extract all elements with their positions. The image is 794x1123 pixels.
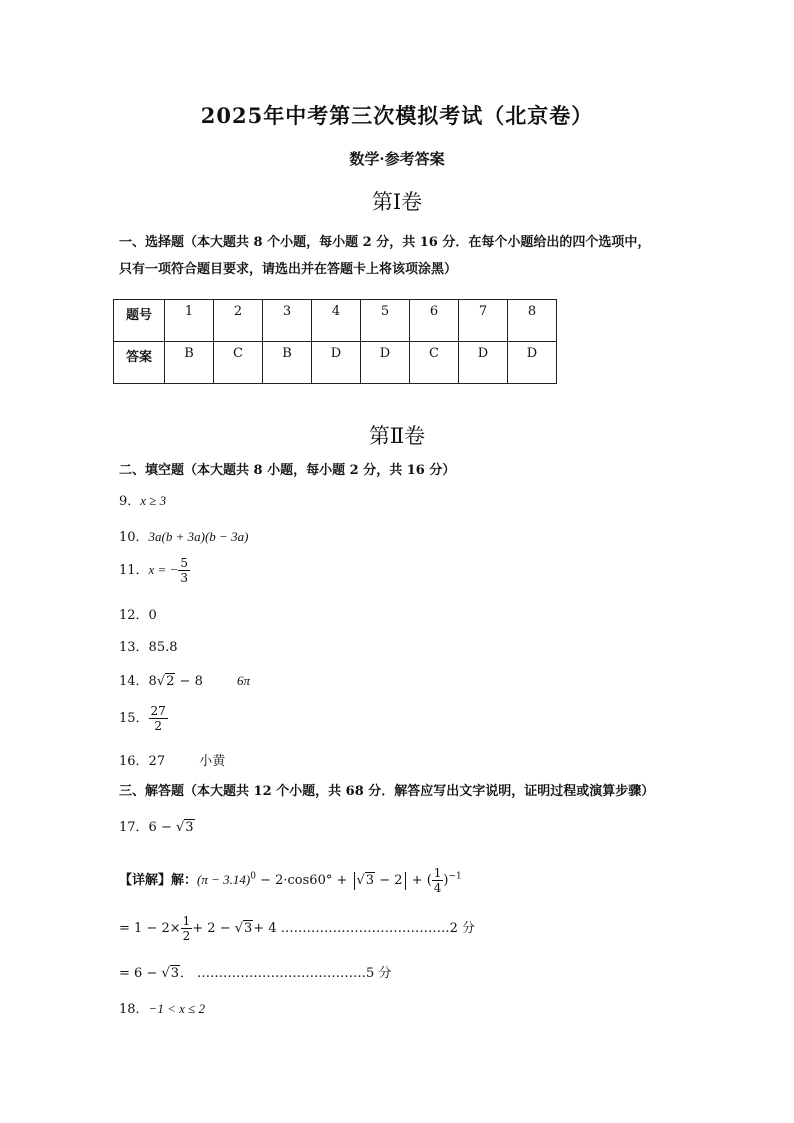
table-cell: D [312, 342, 361, 384]
answer-number: 17． [119, 820, 149, 835]
fill-section-heading: 二、填空题（本大题共 8 小题，每小题 2 分，共 16 分） [119, 463, 456, 478]
answer-17: 17．6 − √3 [119, 820, 194, 835]
score-dots: …………………………………2 分 [280, 921, 475, 936]
fraction: $\frac{5}{3}$ [180, 556, 189, 585]
answer-expression: 0 [148, 608, 157, 623]
answer-number: 18． [119, 1002, 149, 1017]
answer-13 [119, 636, 178, 655]
volume-2-title: 第Ⅱ卷 [368, 424, 426, 448]
table-cell: B [165, 342, 214, 384]
answer-expression: −1 < x ≤ 2 [148, 1001, 205, 1016]
answer-18 [119, 998, 205, 1017]
solve-section-heading: 三、解答题（本大题共 12 个小题，共 68 分．解答应写出文字说明，证明过程或演算步骤） [119, 784, 655, 799]
table-cell: C [410, 342, 459, 384]
answer-expression: x ≥ 3 [140, 493, 167, 508]
table-cell: D [361, 342, 410, 384]
fraction: $\frac{27}{2}$ [150, 704, 166, 733]
answer-9 [119, 490, 166, 509]
abs-bar-left [354, 872, 355, 890]
answer-10 [119, 526, 248, 545]
answer-expression: 3a(b + 3a)(b − 3a) [148, 529, 249, 544]
exam-subtitle: 数学·参考答案 [349, 150, 445, 168]
radicand: 2 [166, 674, 175, 689]
answer-expression-second: 小黄 [199, 754, 226, 769]
table-cell: D [459, 342, 508, 384]
answer-expression-second: 6π [236, 673, 250, 688]
row-label-answer: 答案 [114, 342, 165, 384]
table-cell: 7 [459, 300, 508, 342]
answer-number: 13． [119, 640, 149, 655]
answer-11 [119, 556, 190, 585]
answer-16 [119, 750, 225, 769]
solution-detail-line: 【详解】解：$(\pi - 3.14)^0 - 2\cdot\cos 60^\circ + √3 - 2$ + ( $\frac{1}{4}$ )$^{-1}$ [119, 866, 462, 895]
radicand: 3 [185, 820, 194, 835]
answer-lhs: x = − [148, 562, 179, 577]
table-row-answers [114, 342, 557, 384]
answer-number: 9． [119, 494, 141, 509]
answer-number: 16． [119, 754, 149, 769]
abs-bar-right [405, 872, 406, 890]
answer-number: 15． [119, 711, 149, 726]
row-label-number: 题号 [114, 300, 165, 342]
volume-1-title: 第Ⅰ卷 [371, 190, 423, 214]
answer-15 [119, 704, 168, 733]
table-cell: 5 [361, 300, 410, 342]
solution-step-1: = 1 − 2× $\frac{1}{2}$ + 2 − √3+ 4 …………………………………2 分 [119, 914, 475, 943]
score-dots: …………………………………5 分 [197, 966, 392, 981]
detail-label: 【详解】解： [119, 873, 198, 888]
fraction: $\frac{1}{2}$ [182, 914, 191, 943]
table-cell: 1 [165, 300, 214, 342]
solution-step-2: = 6 − √3． …………………………………5 分 [119, 966, 392, 981]
table-cell: 3 [263, 300, 312, 342]
choice-section-heading-line1: 一、选择题（本大题共 8 个小题，每小题 2 分，共 16 分．在每个小题给出的四个选项中， [119, 235, 651, 250]
table-row-numbers [114, 300, 557, 342]
answer-number: 12． [119, 608, 149, 623]
table-cell: D [508, 342, 557, 384]
fraction: $\frac{1}{4}$ [433, 866, 442, 895]
table-cell: B [263, 342, 312, 384]
table-cell: 6 [410, 300, 459, 342]
answer-expression: 85.8 [148, 640, 178, 655]
exam-title: 2025年中考第三次模拟考试（北京卷） [200, 103, 594, 128]
table-cell: 8 [508, 300, 557, 342]
answer-expression: 27 [148, 754, 166, 769]
table-cell: C [214, 342, 263, 384]
answer-12 [119, 604, 157, 623]
answer-number: 14． [119, 674, 149, 689]
answer-number: 11． [119, 563, 149, 578]
table-cell: 2 [214, 300, 263, 342]
table-cell: 4 [312, 300, 361, 342]
choice-answer-table [113, 299, 557, 384]
answer-number: 10． [119, 530, 149, 545]
answer-14: 14．8√2 − 8 6π [119, 673, 250, 689]
choice-section-heading-line2: 只有一项符合题目要求，请选出并在答题卡上将该项涂黑） [119, 262, 458, 277]
